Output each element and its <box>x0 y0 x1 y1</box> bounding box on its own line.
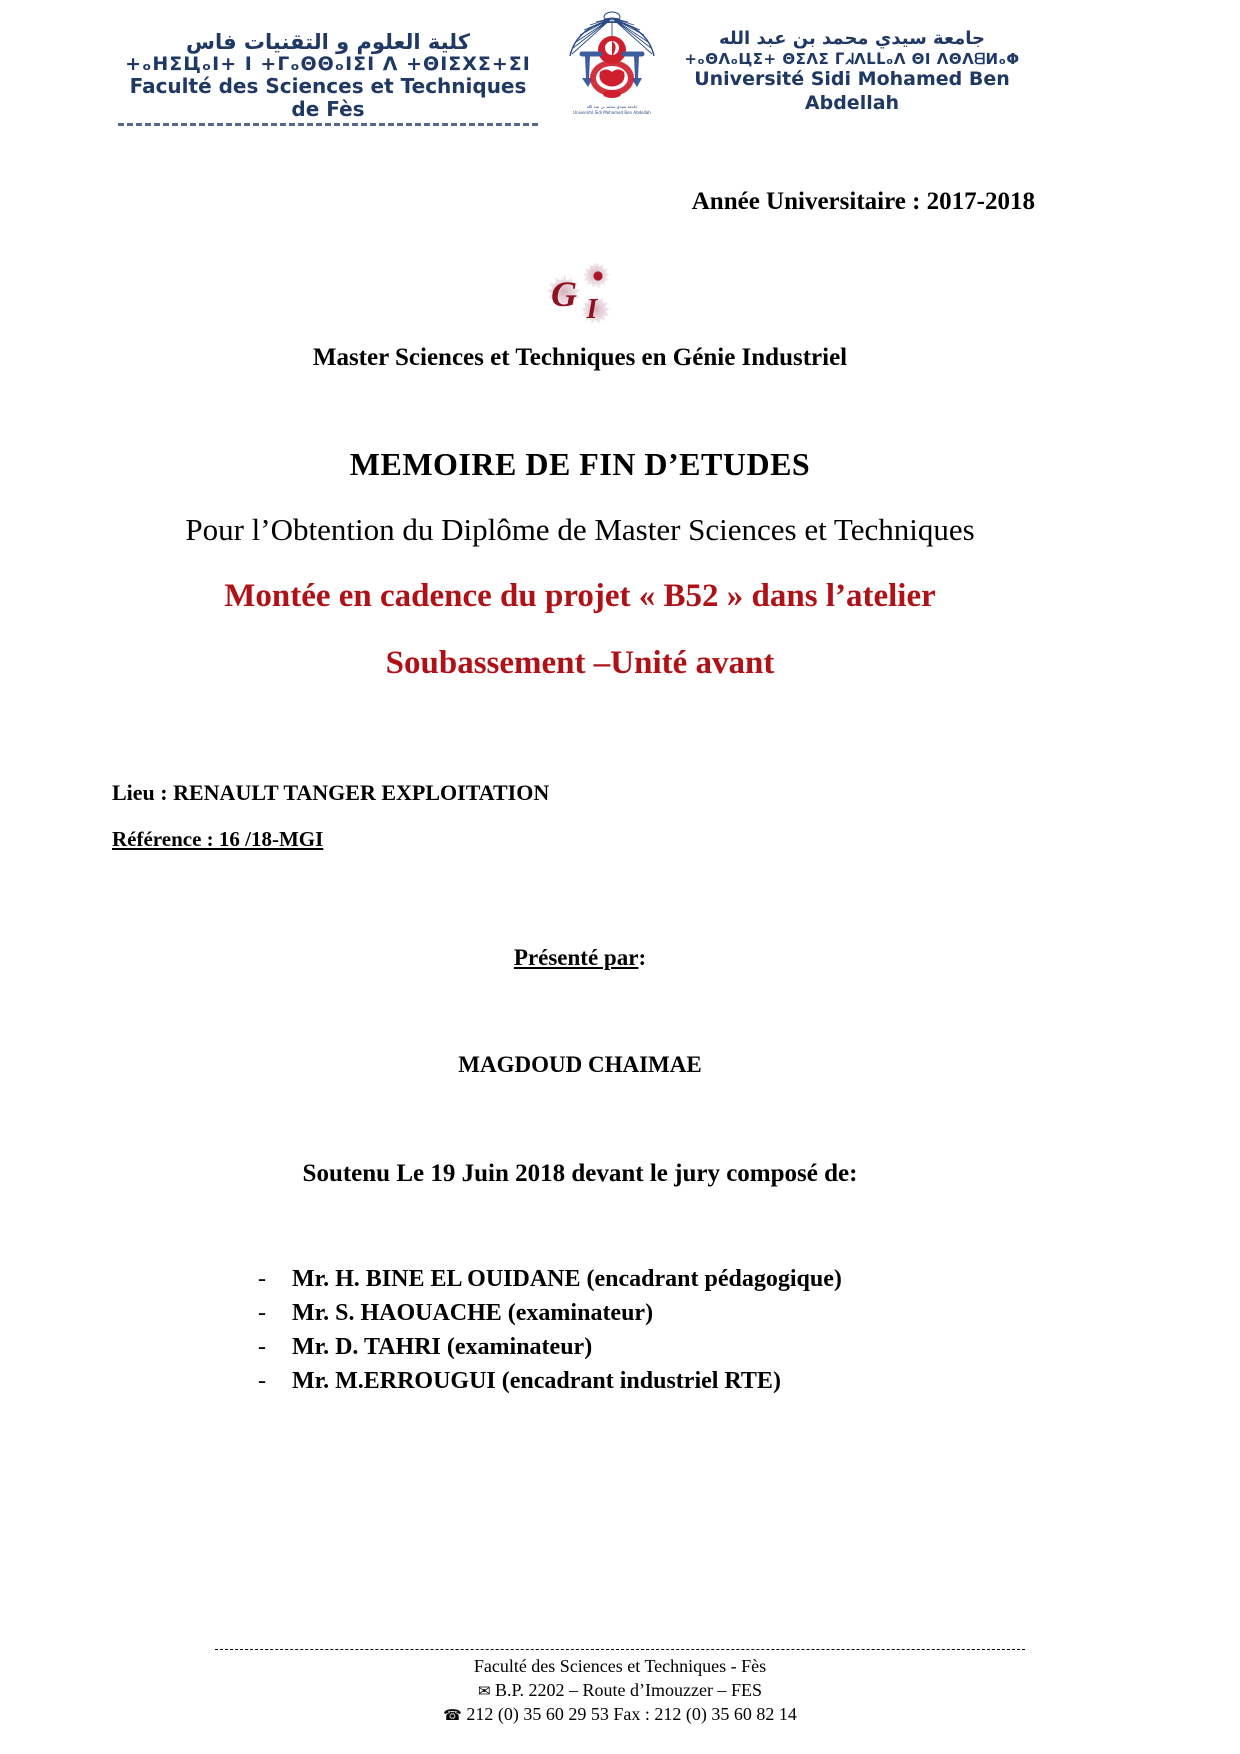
presented-by-text: Présenté par <box>513 945 639 970</box>
academic-year: Année Universitaire : 2017-2018 <box>691 188 1035 215</box>
genie-industriel-logo-icon <box>528 262 638 332</box>
svg-text:G: G <box>551 274 577 314</box>
footer-address: B.P. 2202 – Route d’Imouzzer – FES <box>495 1679 763 1700</box>
project-title-line-1: Montée en cadence du projet « B52 » dans l’atelier <box>224 578 936 614</box>
usmba-french-name: Université Sidi Mohamed Ben Abdellah <box>694 68 1010 115</box>
internship-location: Lieu : RENAULT TANGER EXPLOITATION <box>112 780 550 805</box>
footer-contact-line <box>0 1702 1240 1726</box>
jury-list <box>258 1262 1078 1398</box>
mail-icon: ✉ <box>477 1683 491 1700</box>
jury-bullet: - <box>258 1368 266 1395</box>
fst-underline-divider <box>118 123 538 129</box>
list-item <box>258 1364 1078 1398</box>
jury-bullet: - <box>258 1334 266 1361</box>
degree-purpose-line: Pour l’Obtention du Diplôme de Master Sciences et Techniques <box>185 512 975 547</box>
jury-bullet: - <box>258 1300 266 1327</box>
program-title: Master Sciences et Techniques en Génie Industriel <box>312 344 848 371</box>
jury-bullet: - <box>258 1266 266 1292</box>
list-item <box>258 1262 1078 1296</box>
svg-text:Université Sidi Mohamed Ben Ab: Université Sidi Mohamed Ben Abdellah <box>573 110 651 115</box>
presented-by-colon: : <box>638 945 647 970</box>
presented-by-label <box>0 945 1160 971</box>
list-item <box>258 1296 1078 1330</box>
reference-number: Référence : 16 /18-MGI <box>112 827 324 851</box>
usmba-tifinagh-name: +ₒΘΛₒЦΣ+ ΘΣΛΣ ᒥᖽΛᒪᒪₒΛ ΘI ΛΘΛᗺИₒΦ <box>684 49 1020 68</box>
jury-member-name: Mr. D. TAHRI (examinateur) <box>292 1334 593 1361</box>
fst-institution-block <box>118 30 538 129</box>
fst-arabic-name: كلية العلوم و التقنيات فاس <box>186 30 470 54</box>
phone-icon: ☎ <box>443 1707 462 1724</box>
jury-member-name: Mr. M.ERROUGUI (encadrant industriel RTE) <box>292 1368 781 1395</box>
project-title-line-2: Soubassement –Unité avant <box>385 645 775 681</box>
page-footer <box>0 1649 1240 1726</box>
fst-french-name: Faculté des Sciences et Techniques de Fès <box>129 74 527 122</box>
footer-phone: 212 (0) 35 60 29 53 Fax : 212 (0) 35 60 82 14 <box>466 1703 797 1724</box>
jury-member-name: Mr. H. BINE EL OUIDANE (encadrant pédagogique) <box>292 1266 842 1292</box>
page-header <box>0 0 1240 130</box>
jury-member-name: Mr. S. HAOUACHE (examinateur) <box>292 1300 654 1327</box>
footer-divider <box>215 1649 1025 1650</box>
defense-date-line: Soutenu Le 19 Juin 2018 devant le jury composé de: <box>302 1160 858 1187</box>
list-item <box>258 1330 1078 1364</box>
footer-address-line <box>0 1678 1240 1702</box>
document-type-title: MEMOIRE DE FIN D’ETUDES <box>349 446 811 482</box>
usmba-seal-icon <box>560 8 665 120</box>
footer-institution: Faculté des Sciences et Techniques - Fès <box>473 1655 767 1676</box>
usmba-institution-block <box>672 28 1032 116</box>
svg-text:I: I <box>586 294 598 325</box>
svg-text:جامعة سيدي محمد بن عبد الله: جامعة سيدي محمد بن عبد الله <box>586 104 638 109</box>
usmba-arabic-name: جامعة سيدي محمد بن عبد الله <box>718 28 985 49</box>
fst-tifinagh-name: +ₒᕼΣЦₒI+ I +ᒥₒΘΘₒIΣI Λ +ΘIΣXΣ+ΣI <box>125 53 531 76</box>
author-name: MAGDOUD CHAIMAE <box>458 1052 702 1077</box>
